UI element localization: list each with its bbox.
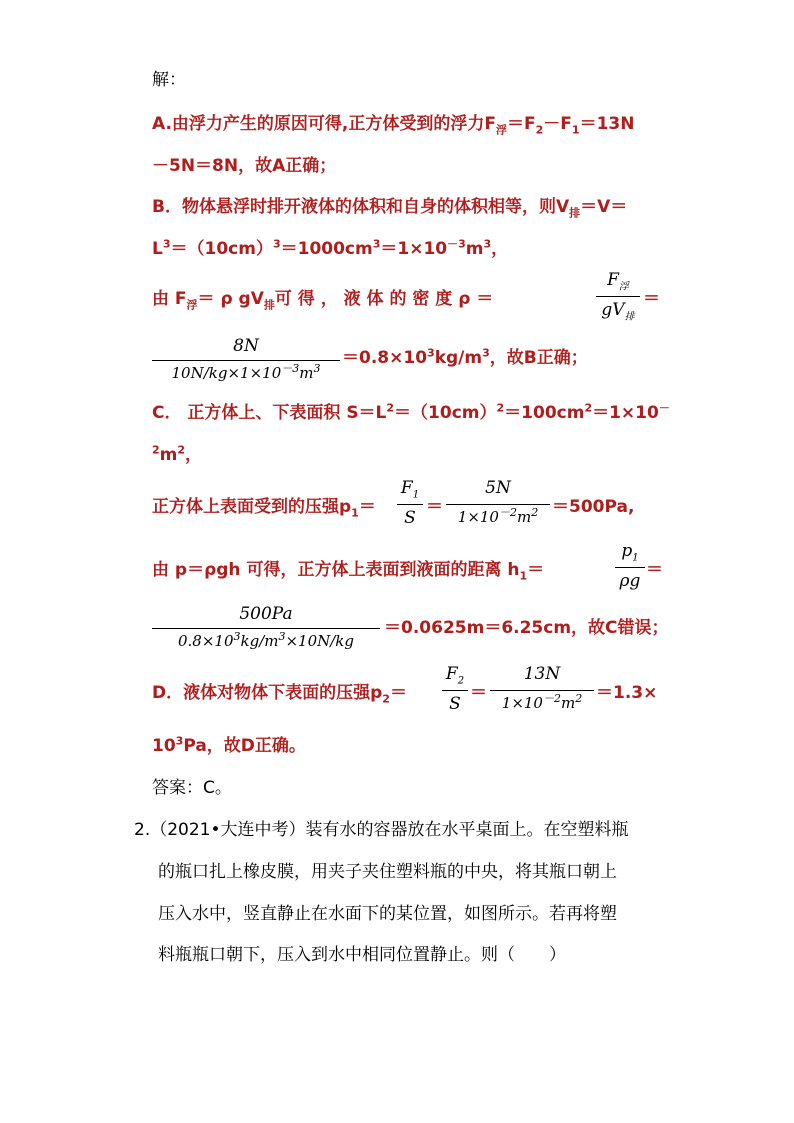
option-c-pressure-label: 正方体上表面受到的压强$p_1=$ (152, 497, 376, 520)
option-c-distance-label: 由 p＝ρgh 可得，正方体上表面到液面的距离 $h_1=$ (152, 560, 545, 583)
question-2-line-3: 压入水中，竖直静止在水面下的某位置，如图所示。若再将塑 (158, 904, 617, 924)
fraction-density-numeric: 8N $10N/kg\times 1\times 10^{-3}m^3$ (152, 338, 340, 384)
option-c-pressure-result: ＝500Pa, (552, 497, 635, 517)
equals-sign: ＝ (470, 683, 487, 703)
option-b-result: $=0.8\times 10^3kg/m^3$，故B正确； (342, 346, 588, 368)
fraction-f1-over-s: $F_1$ S (397, 480, 423, 530)
option-d-label: D．液体对物体下表面的压强$p_2=$ (152, 683, 407, 706)
fraction-f2-over-s: $F_2$ S (442, 666, 468, 716)
equals-sign: ＝ (426, 497, 443, 517)
option-a-line-2: －5N＝8N，故A正确； (152, 156, 337, 176)
fraction-13n-over-area: 13N $1\times 10^{-2}m^2$ (490, 666, 594, 716)
fraction-density-symbolic: $F_浮$ $gV_排$ (596, 272, 640, 324)
option-b-line-3: 由 $F_浮= \rho$ $gV_排$可 得 ， 液 体 的 密 度 ρ ＝ (152, 289, 494, 312)
question-2-line-4: 料瓶瓶口朝下，压入到水中相同位置静止。则（ ） (158, 945, 566, 965)
option-b-line-2: $L^3=(10cm)^3=1000cm^3=1\times 10^{-3}m^3$， (152, 237, 509, 259)
answer: 答案：C。 (152, 778, 232, 798)
option-c-line-2: $^2m^2$， (152, 443, 203, 465)
question-2-line-2: 的瓶口扎上橡皮膜，用夹子夹住塑料瓶的中央，将其瓶口朝上 (158, 862, 617, 882)
option-d-result: ＝1.3× (596, 683, 658, 703)
solution-heading: 解： (152, 70, 186, 90)
option-d-line-2: $10^3Pa$，故D正确。 (152, 734, 306, 756)
equals-sign: ＝ (646, 560, 663, 580)
option-c-line-1: C． 正方体上、下表面积 $S=L^2=(10cm)^2=100cm^2=1\times 10^-$ (152, 401, 670, 423)
equals-sign: ＝ (643, 289, 660, 309)
option-c-result: ＝0.0625m＝6.25cm，故C错误； (384, 618, 669, 638)
option-a-line-1: A.由浮力产生的原因可得,正方体受到的浮力$F_浮=F_2-F_1=13N$ (152, 114, 635, 137)
fraction-5n-over-area: 5N $1\times 10^{-2}m^2$ (446, 480, 550, 530)
option-b-line-1: B．物体悬浮时排开液体的体积和自身的体积相等，则$V_排=V=$ (152, 197, 628, 220)
fraction-500pa-over-rho-g: 500Pa $0.8\times 10^3kg/m^3\times 10N/kg$ (152, 606, 380, 654)
question-2-line-1: 2.（2021•大连中考）装有水的容器放在水平桌面上。在空塑料瓶 (134, 820, 629, 840)
fraction-p1-over-rho-g: $p_1$ ρg (615, 543, 645, 593)
